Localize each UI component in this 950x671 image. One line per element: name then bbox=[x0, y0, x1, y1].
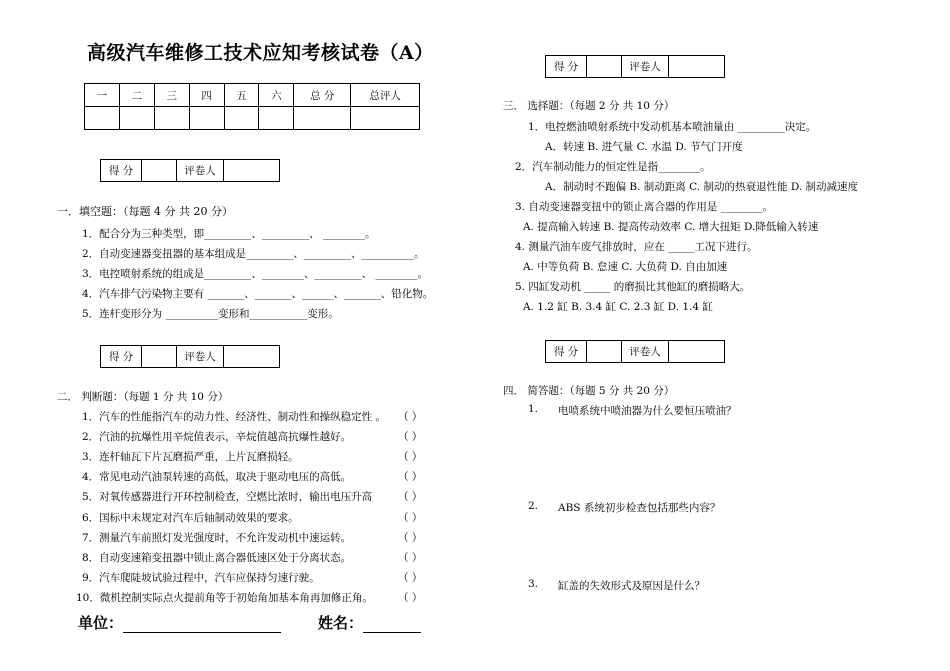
score-cell bbox=[294, 107, 351, 130]
exam-title: 高级汽车维修工技术应知考核试卷（A） bbox=[87, 42, 434, 64]
choice-question: 3. 自动变速器变扭中的锁止离合器的作用是 ________。 bbox=[515, 201, 774, 213]
short-answer-question: 缸盖的失效形式及原因是什么？ bbox=[558, 580, 705, 592]
choice-question: 5. 四缸发动机 _____ 的磨损比其他缸的磨损略大。 bbox=[515, 281, 751, 293]
name-field bbox=[318, 612, 421, 633]
grader-cell bbox=[224, 160, 280, 182]
choice-question: 1．电控燃油喷射系统中发动机基本喷油量由 _________决定。 bbox=[528, 121, 817, 133]
unit-blank[interactable] bbox=[123, 616, 281, 633]
score-box bbox=[100, 159, 280, 182]
fill-question: 4．汽车排气污染物主要有 _______、_______、______、_______、铅化物。 bbox=[82, 288, 434, 300]
grader-label: 评卷人 bbox=[622, 56, 669, 78]
judge-question: 5．对氧传感器进行开环控制检查，空燃比浓时，输出电压升高 bbox=[82, 491, 373, 503]
score-header: 四 bbox=[189, 84, 224, 107]
score-header: 二 bbox=[119, 84, 154, 107]
judge-question: 3．连杆轴瓦下片瓦磨损严重，上片瓦磨损轻。 bbox=[82, 451, 299, 463]
score-label: 得 分 bbox=[546, 56, 587, 78]
judge-answer-bracket[interactable]: （ ） bbox=[398, 471, 423, 483]
score-header: 三 bbox=[154, 84, 189, 107]
judge-answer-bracket[interactable]: （ ） bbox=[398, 532, 423, 544]
score-cell bbox=[189, 107, 224, 130]
judge-question: 7．测量汽车前照灯发光强度时，不允许发动机中速运转。 bbox=[82, 532, 352, 544]
score-cell bbox=[351, 107, 420, 130]
short-answer-question: ABS 系统初步检查包括那些内容？ bbox=[558, 502, 721, 514]
section1-heading: 一．填空题：（每题 4 分 共 20 分） bbox=[57, 205, 233, 218]
section2-heading: 二． 判断题：（每题 1 分 共 10 分） bbox=[57, 391, 229, 403]
score-label: 得 分 bbox=[101, 346, 142, 368]
grader-cell bbox=[669, 341, 725, 363]
fill-question: 3．电控喷射系统的组成是_________、________、_________、 ________。 bbox=[82, 268, 429, 280]
grader-label: 评卷人 bbox=[177, 346, 224, 368]
score-cell bbox=[259, 107, 294, 130]
score-cell bbox=[142, 346, 177, 368]
judge-question: 4．常见电动汽油泵转速的高低，取决于驱动电压的高低。 bbox=[82, 471, 352, 483]
score-box bbox=[545, 340, 725, 363]
judge-answer-bracket[interactable]: （ ） bbox=[398, 512, 423, 524]
score-cell bbox=[224, 107, 259, 130]
name-blank[interactable] bbox=[363, 616, 421, 633]
score-cell bbox=[85, 107, 120, 130]
grader-cell bbox=[224, 346, 280, 368]
short-answer-number: 3. bbox=[528, 578, 539, 590]
judge-question: 9．汽车爬陡坡试验过程中，汽车应保持匀速行驶。 bbox=[82, 572, 320, 584]
choice-options: A．转速 B. 进气量 C. 水温 D. 节气门开度 bbox=[545, 141, 743, 153]
score-header: 五 bbox=[224, 84, 259, 107]
judge-answer-bracket[interactable]: （ ） bbox=[398, 411, 423, 423]
score-cell bbox=[154, 107, 189, 130]
fill-question: 2．自动变速器变扭器的基本组成是_________、_________、__________。 bbox=[82, 248, 425, 260]
judge-question: 10．微机控制实际点火提前角等于初始角加基本角再加修正角。 bbox=[76, 592, 373, 604]
section4-heading: 四． 简答题：（每题 5 分 共 20 分） bbox=[503, 385, 675, 397]
name-label: 姓名： bbox=[318, 614, 364, 632]
score-header: 六 bbox=[259, 84, 294, 107]
judge-answer-bracket[interactable]: （ ） bbox=[398, 431, 423, 443]
unit-label: 单位： bbox=[78, 614, 124, 632]
fill-question: 1．配合分为三种类型，即_________、_________、 ________。 bbox=[82, 228, 376, 240]
grader-label: 评卷人 bbox=[622, 341, 669, 363]
score-header: 一 bbox=[85, 84, 120, 107]
short-answer-number: 2. bbox=[528, 500, 539, 512]
grader-cell bbox=[669, 56, 725, 78]
choice-options: A. 提高输入转速 B. 提高传动效率 C. 增大扭矩 D.降低输入转速 bbox=[523, 221, 819, 233]
short-answer-question: 电喷系统中喷油器为什么要恒压喷油？ bbox=[558, 405, 737, 417]
judge-question: 1．汽车的性能指汽车的动力性、经济性、制动性和操纵稳定性 。 bbox=[82, 411, 387, 423]
choice-question: 4. 测量汽油车废气排放时，应在 _____工况下进行。 bbox=[515, 241, 758, 253]
judge-answer-bracket[interactable]: （ ） bbox=[398, 451, 423, 463]
short-answer-number: 1. bbox=[528, 403, 539, 415]
judge-answer-bracket[interactable]: （ ） bbox=[398, 552, 423, 564]
score-cell bbox=[587, 56, 622, 78]
judge-answer-bracket[interactable]: （ ） bbox=[398, 592, 423, 604]
score-box bbox=[100, 345, 280, 368]
judge-question: 8．自动变速箱变扭器中锁止离合器低速区处于分离状态。 bbox=[82, 552, 352, 564]
score-cell bbox=[587, 341, 622, 363]
fill-question: 5．连杆变形分为 __________变形和___________变形。 bbox=[82, 308, 339, 320]
score-header: 总 分 bbox=[294, 84, 351, 107]
choice-options: A. 1.2 缸 B. 3.4 缸 C. 2.3 缸 D. 1.4 缸 bbox=[523, 301, 713, 313]
score-label: 得 分 bbox=[546, 341, 587, 363]
choice-options: A．制动时不跑偏 B. 制动距离 C. 制动的热衰退性能 D. 制动减速度 bbox=[545, 181, 859, 193]
choice-options: A. 中等负荷 B. 怠速 C. 大负荷 D. 自由加速 bbox=[523, 261, 728, 273]
grader-label: 评卷人 bbox=[177, 160, 224, 182]
judge-question: 2．汽油的抗爆性用辛烷值表示，辛烷值越高抗爆性越好。 bbox=[82, 431, 352, 443]
choice-question: 2．汽车制动能力的恒定性是指________。 bbox=[515, 161, 711, 173]
score-label: 得 分 bbox=[101, 160, 142, 182]
score-summary-table bbox=[84, 83, 420, 130]
judge-question: 6．国标中未规定对汽车后轴制动效果的要求。 bbox=[82, 512, 299, 524]
score-header: 总评人 bbox=[351, 84, 420, 107]
unit-field bbox=[78, 612, 281, 633]
judge-answer-bracket[interactable]: （ ） bbox=[398, 572, 423, 584]
judge-answer-bracket[interactable]: （ ） bbox=[398, 491, 423, 503]
section3-heading: 三． 选择题：（每题 2 分 共 10 分） bbox=[503, 100, 675, 112]
score-cell bbox=[119, 107, 154, 130]
score-cell bbox=[142, 160, 177, 182]
score-box bbox=[545, 55, 725, 78]
